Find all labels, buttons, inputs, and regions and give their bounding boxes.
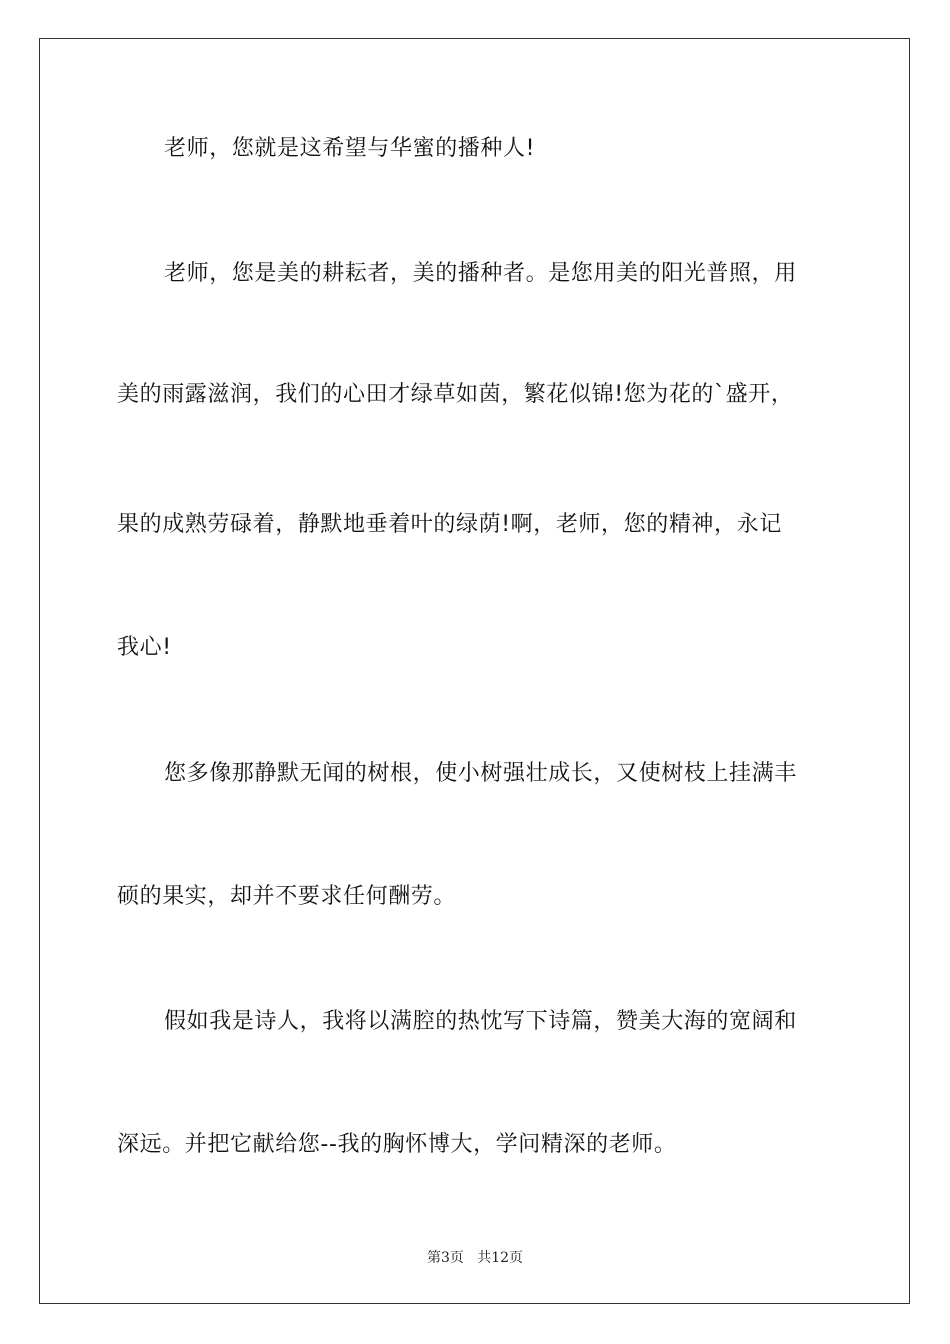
paragraph-line: 老师，您就是这希望与华蜜的播种人!	[164, 136, 536, 161]
paragraph-line: 硕的果实，却并不要求任何酬劳。	[117, 884, 457, 909]
paragraph-line: 美的雨露滋润，我们的心田才绿草如茵，繁花似锦!您为花的`盛开，	[117, 382, 794, 407]
paragraph-line: 深远。并把它献给您--我的胸怀博大，学问精深的老师。	[117, 1132, 677, 1157]
paragraph-line: 老师，您是美的耕耘者，美的播种者。是您用美的阳光普照，用	[164, 261, 797, 286]
paragraph-line: 假如我是诗人，我将以满腔的热忱写下诗篇，赞美大海的宽阔和	[164, 1009, 797, 1034]
paragraph-line: 我心!	[117, 635, 172, 660]
paragraph-line: 果的成熟劳碌着，静默地垂着叶的绿荫!啊，老师，您的精神，永记	[117, 512, 782, 537]
paragraph-line: 您多像那静默无闻的树根，使小树强壮成长，又使树枝上挂满丰	[164, 761, 797, 786]
page-number-footer: 第3页 共12页	[426, 1250, 524, 1266]
page-border	[39, 38, 910, 1304]
